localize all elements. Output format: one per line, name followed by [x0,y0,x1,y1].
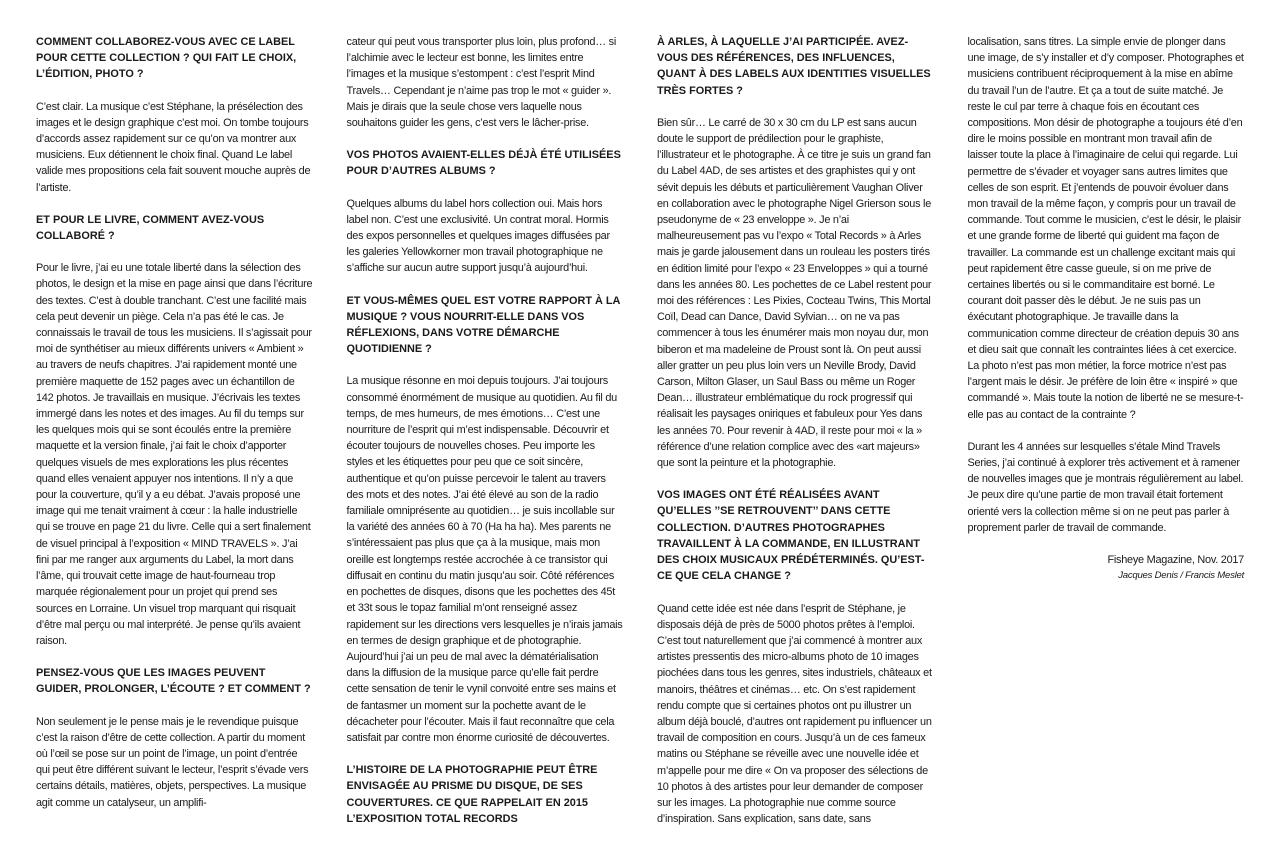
question-heading: L’HISTOIRE DE LA PHOTOGRAPHIE PEUT ÊTRE ENVISAGÉE AU PRISME DU DISQUE, DE SES COUVERTURES. CE QUE RAPPELAIT EN 2015 L’EXPOSITION TOTAL RECORDS [346,764,598,825]
answer-paragraph: La musique résonne en moi depuis toujours. J’ai toujours consommé énormément de musique au quotidien. Au fil du temps, de mes humeurs, de mes émotions… C’est une nourriture de l’esprit qui m’est indispensable. Découvrir et écouter toujours de nouvelles choses. Peu importe les styles et les étiquettes pour peu que ce soit sincère, authentique et qu’on puisse percevoir le talent au travers des mots et des notes. J’ai été élevé au son de la radio familiale omniprésente au quotidien… je suis incollable sur la variété des années 60 à 70 (Ha ha ha). Mes parents ne s’intéressaient pas plus que ça à la musique, mais mon oreille est longtemps restée accrochée à ce transistor qui diffusait en continu du matin jusqu’au soir. Côté références en pochettes de disques, disons que les pochettes des 45t et 33t sous le topaz familial m’ont renseigné assez rapidement sur les directions vers lesquelles je n’irais jamais en termes de design graphique et de photographie. Aujourd’hui j’ai un peu de mal avec la dématérialisation dans la diffusion de la musique parce qu’elle fait perdre cette sensation de tenir le vynil convoité entre ses mains et de fantasmer un moment sur la pochette avant de le décacheter pour l’écouter. Mais il faut reconnaître que cela satisfait par contre mon énorme curiosité de découvertes. [346,375,623,744]
answer-paragraph: localisation, sans titres. La simple envie de plonger dans une image, de s’y installer et d’y composer. Photographes et musiciens contribuent réciproquement à la mise en abîme du travail l’un de l’autre. Et ça a tout de suite matché. Je reste le cul par terre à chaque fois en écoutant ces compositions. Mon désir de photographe a toujours été d’en dire le moins possible en montrant mon travail afin de laisser toute la place à l’imaginaire de celui qui regarde. Lui permettre de s’évader et voyager sans autres limites que celles de son esprit. Et j’entends de pouvoir évoluer dans mon travail de la même façon, y compris pour un travail de commande. Tout comme le musicien, c’est le désir, le plaisir et une grande forme de liberté qui guident ma façon de travailler. La commande est un challenge excitant mais qui peut rapidement être casse gueule, si on me prive de certaines libertés ou si le commanditaire est borné. Le courant doit passer dès le début. Je ne suis pas un éxécutant photographique. Je travaille dans la communication comme directeur de création depuis 30 ans et dieu sait que connaît les contraintes liées à cet exercice. La photo n’est pas mon métier, la force motrice n’est pas l’argent mais le désir. Je préfère de loin être « inspiré » que commandé ». Mais toute la notion de liberté ne se mesure-t-elle pas au contact de la contrainte ? [967,36,1244,421]
credit-source: Fisheye Magazine, Nov. 2017 [1107,554,1244,567]
article-credit [968,552,1245,583]
answer-paragraph: Durant les 4 années sur lesquelles s’étale Mind Travels Series, j’ai continué à explorer très activement et à ramener de nouvelles images que je montrais régulièrement au label. Je peux dire qu’une partie de mon travail était fortement orienté vers la collection même si on ne peut pas parler à proprement parler de travail de commande. [967,440,1244,534]
question-heading: ET POUR LE LIVRE, COMMENT AVEZ-VOUS COLLABORÉ ? [36,213,265,243]
answer-paragraph: Bien sûr… Le carré de 30 x 30 cm du LP est sans aucun doute le support de prédilection pour le graphiste, l’illustrateur et le photographe. À ce titre je suis un grand fan du Label 4AD, de ses artistes et des graphistes qui y ont sévit depuis les débuts et particulièrement Vaughan Oliver en collaboration avec le photographe Nigel Grierson sous le pseudonyme de « 23 enveloppe ». Je n’ai malheureusement pas vu l’expo « Total Records » à Arles mais je garde jalousement dans un rouleau les posters tirés en édition limité pour l’expo « 23 Enveloppes » qui a tourné dans les années 80. Les pochettes de ce Label restent pour moi des références : Les Pixies, Cocteau Twins, This Mortal Coïl, Dead can Dance, David Sylvian… on ne va pas commencer à tous les énumérer mais mon noyau dur, mon biberon et ma madeleine de Proust sont là. On peut aussi aller gratter un peu plus loin vers un Neville Brody, David Carson, Milton Glaser, un Saul Bass ou même un Roger Dean… illustrateur emblématique du rock progressif qui réalisait les paysages oniriques et fabuleux pour Yes dans les années 70. Pour revenir à 4AD, il reste pour moi « la » référence d’une relation complice avec des «art majeurs» que sont la peinture et la photographie. [657,116,932,470]
answer-paragraph: C’est clair. La musique c’est Stéphane, la présélection des images et le design graphique c’est moi. On tombe toujours d’accords assez rapidement sur ce qu’on va montrer aux musiciens. Eux détiennent le choix final. Quand Le label valide mes propositions cela fait souvent mouche auprès de l’artiste. [36,100,311,194]
question-heading: COMMENT COLLABOREZ-VOUS AVEC CE LABEL POUR CETTE COLLECTION ? QUI FAIT LE CHOIX, L’ÉDITION, PHOTO ? [36,36,297,81]
answer-paragraph: Pour le livre, j’ai eu une totale liberté dans la sélection des photos, le design et la mise en page ainsi que dans l’écriture des textes. C’est à double tranchant. C’est une facilité mais cela peut devenir un piège. Cela n’a pas été le cas. Je connaissais le travail de tous les musiciens. Il s’agissait pour moi de synthétiser au mieux différents univers « Ambient » au travers de neufs chapitres. J’ai rapidement monté une première maquette de 152 pages avec un échantillon de 142 photos. Je travaillais en musique. J’écrivais les textes immergé dans les notes et des images. Au fil du temps sur les quelques mois qui se sont écoulés entre la première maquette et la version finale, j’ai fait le choix d’apporter quelques visuels de mes explorations les plus récentes quand elles venaient appuyer nos intentions. Il n’y a que pour la couverture, qu’il y a eu débat. J’avais proposé une image qui me tenait vraiment à cœur : la halle industrielle qui se trouve en page 21 du livre. Celle qui a sert finalement de visuel principal à l’exposition « MIND TRAVELS ». J’ai fini par me ranger aux arguments du Label, la mort dans l’âme, qui trouvait cette image de haut-fourneau trop marquée régionalement pour un projet qui prend ses sources en Lorraine. Un visuel trop marquant qui risquait d’être mal perçu ou mal interprété. Je pense qu’ils avaient raison. [36,262,313,647]
article-page [36,34,1244,834]
answer-paragraph: Non seulement je le pense mais je le revendique puisque c’est la raison d’être de cette collection. A partir du moment où l’œil se pose sur un point de l’image, un point d’entrée qui peut être différent suivant le lecteur, l’esprit s’évade vers certains détails, matières, objets, perspectives. La musique agit comme un catalyseur, un amplifi- [36,715,309,809]
text-column-1 [36,34,313,834]
question-heading: ET VOUS-MÊMES QUEL EST VOTRE RAPPORT À LA MUSIQUE ? VOUS NOURRIT-ELLE DANS VOS RÉFLEXIONS, DANS VOTRE DÉMARCHE QUOTIDIENNE ? [346,294,620,356]
answer-paragraph: Quelques albums du label hors collection oui. Mais hors label non. C’est une exclusivité. Un contrat moral. Hormis des expos personnelles et quelques images diffusées par les galeries Yellowkorner mon travail photographique ne s’affiche sur aucun autre support jusqu’à aujourd’hui. [346,197,610,275]
question-heading: PENSEZ-VOUS QUE LES IMAGES PEUVENT GUIDER, PROLONGER, L’ÉCOUTE ? ET COMMENT ? [36,667,311,696]
credit-authors: Jacques Denis / Francis Meslet [1118,570,1244,582]
text-column-4 [968,34,1245,834]
answer-paragraph: cateur qui peut vous transporter plus loin, plus profond… si l’alchimie avec le lecteur est bonne, les limites entre l’images et la musique s’estompent : c’est l’esprit Mind Travels… Cependant je n’aime pas trop le mot « guider ». Mais je dirais que la seule chose vers laquelle nous souhaitons guider les gens, c’est vers le lâcher-prise. [346,36,617,130]
question-heading: VOS IMAGES ONT ÉTÉ RÉALISÉES AVANT QU’ELLES ’’SE RETROUVENT’’ DANS CETTE COLLECTION. D’AUTRES PHOTOGRAPHES TRAVAILLENT À LA COMMANDE, EN ILLUSTRANT DES CHOIX MUSICAUX PRÉDÉTERMINÉS. QU’EST-CE QUE CELA CHANGE ? [657,489,925,583]
question-heading: À ARLES, À LAQUELLE J’AI PARTICIPÉE. AVEZ-VOUS DES RÉFÉRENCES, DES INFLUENCES, QUANT À DES LABELS AUX IDENTITIES VISUELLES TRÈS FORTES ? [657,36,931,97]
text-column-2 [347,34,624,834]
question-heading: VOS PHOTOS AVAIENT-ELLES DÉJÀ ÉTÉ UTILISÉES POUR D’AUTRES ALBUMS ? [346,149,621,178]
answer-paragraph: Quand cette idée est née dans l’esprit de Stéphane, je disposais déjà de près de 5000 photos prêtes à l’emploi. C’est tout naturellement que j’ai commencé à montrer aux artistes pressentis des micro-albums photo de 10 images piochées dans tous les genres, sites industriels, châteaux et manoirs, théâtres et cinémas… etc. On s’est rapidement rendu compte que si certaines photos ont pu illustrer un album déjà bouclé, d’autres ont rapidement pu influencer un travail de composition en cours. Jusqu’à un de ces fameux matins ou Stéphane se réveille avec une nouvelle idée et m’appelle pour me dire « On va proposer des sélections de 10 photos à des artistes pour leur demander de composer sur les images. La photographie nue comme source d’inspiration. Sans explication, sans date, sans [657,602,932,826]
text-column-3 [657,34,934,834]
